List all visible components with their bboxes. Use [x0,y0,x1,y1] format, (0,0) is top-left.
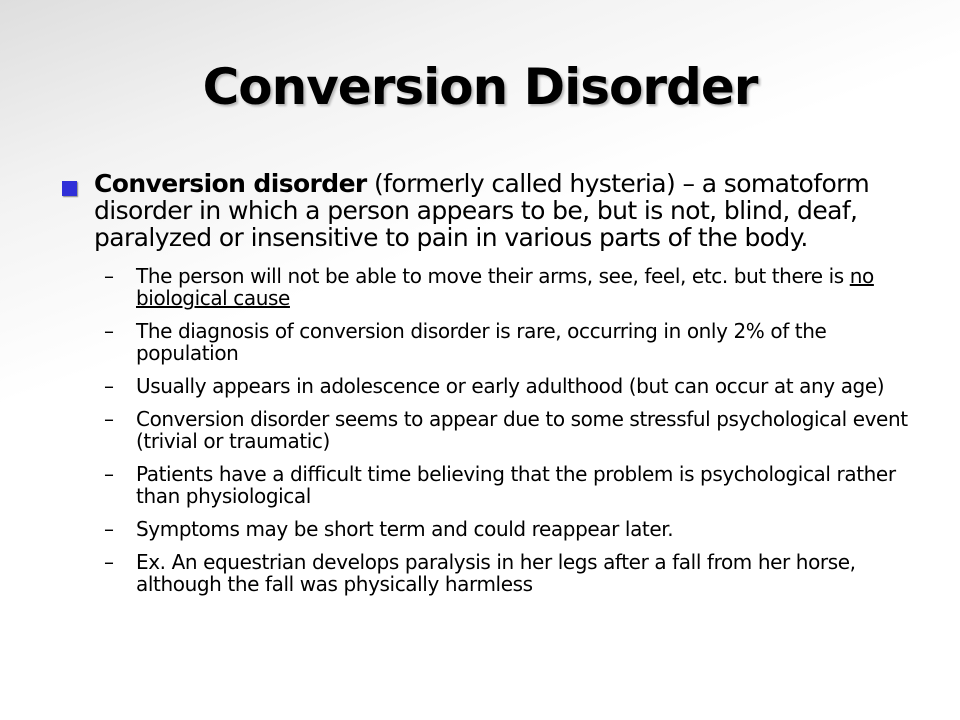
sub-bullet-text: The person will not be able to move their arms, see, feel, etc. but there is [136,264,850,288]
sub-bullet-text: The diagnosis of conversion disorder is rare, occurring in only 2% of the population [136,319,827,365]
dash-bullet-icon: – [104,264,114,288]
sub-bullet [104,551,922,595]
sub-bullet-text: Patients have a difficult time believing that the problem is psychological rather than physiological [136,462,896,508]
sub-bullet-text: Ex. An equestrian develops paralysis in her legs after a fall from her horse, although the fall was physically harmless [136,550,856,596]
main-bullet-row [62,170,922,251]
dash-bullet-icon: – [104,517,114,541]
main-bullet-text [94,170,922,251]
definition: (formerly called hysteria) – a somatoform disorder in which a person appears to be, but is not, blind, deaf, paralyzed or insensitive to pain in various parts of the body. [94,169,870,252]
dash-bullet-icon: – [104,407,114,431]
term: Conversion disorder [94,169,367,198]
sub-bullet [104,518,922,540]
sub-bullet [104,320,922,364]
slide-title: Conversion Disorder [202,58,758,116]
sub-bullet [104,463,922,507]
square-bullet-icon [62,181,77,196]
sub-bullet [104,265,922,309]
dash-bullet-icon: – [104,374,114,398]
sub-bullet-text: Symptoms may be short term and could reappear later. [136,517,674,541]
sub-bullet-text: Conversion disorder seems to appear due to some stressful psychological event (trivial or traumatic) [136,407,908,453]
main-bullet [62,170,922,606]
sub-bullet-list [104,265,922,595]
sub-bullet [104,408,922,452]
sub-bullet-text: Usually appears in adolescence or early adulthood (but can occur at any age) [136,374,885,398]
sub-bullet [104,375,922,397]
dash-bullet-icon: – [104,550,114,574]
underlined-phrase: no biological cause [136,264,874,310]
dash-bullet-icon: – [104,462,114,486]
dash-bullet-icon: – [104,319,114,343]
